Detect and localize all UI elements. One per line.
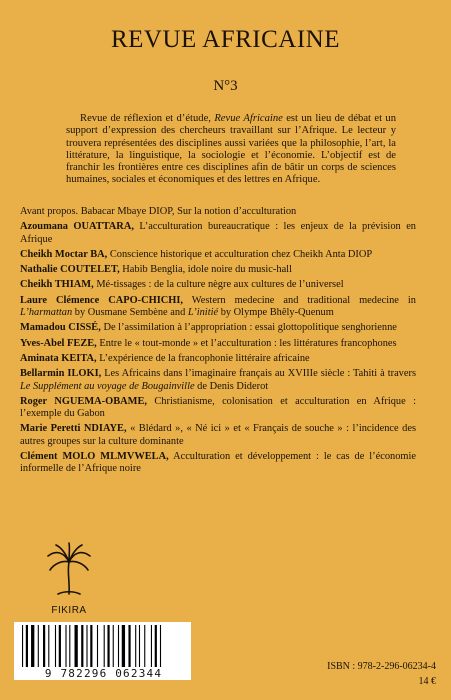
toc-entry-author: Laure Clémence CAPO-CHICHI, <box>20 294 183 306</box>
toc-entry-author: Bellarmin ILOKI, <box>20 368 102 380</box>
toc-entry-text: « Blédard », « Né ici » et « Français de souche » : l’incidence des autres groupes sur la culture dominante <box>20 423 416 447</box>
price: 14 € <box>418 676 436 687</box>
toc-entry-author: Yves-Abel FEZE, <box>20 337 97 349</box>
intro-journal-name: Revue Africaine <box>214 113 283 124</box>
table-of-contents <box>20 206 416 479</box>
toc-entry <box>20 279 416 291</box>
toc-entry-author: Mamadou CISSÉ, <box>20 322 101 334</box>
toc-entry-text: L’expérience de la francophonie littéraire africaine <box>96 352 310 364</box>
toc-entry-author: Clément MOLO MLMVWELA, <box>20 451 169 463</box>
barcode-bars-icon <box>22 625 182 667</box>
toc-entry-text: L’acculturation bureaucratique : les enjeux de la prévision en Afrique <box>20 221 417 245</box>
intro-paragraph <box>66 113 396 187</box>
toc-entry-text: De l’assimilation à l’appropriation : essai glottopolitique senghorienne <box>100 322 397 334</box>
toc-entry <box>20 322 416 334</box>
toc-entry-text: Les Africains dans l’imaginaire français au XVIIIe siècle : Tahiti à travers <box>101 368 416 380</box>
toc-entry <box>20 451 416 476</box>
journal-title: REVUE AFRICAINE <box>110 26 341 53</box>
toc-entry-author: Nathalie COUTELET, <box>20 264 120 276</box>
intro-text-2: est un lieu de débat et un support d’expression des chercheurs travaillant sur l’Afrique. Le lecteur y trouvera représentées des disciplines aussi variées que la philosophie, l’art, la littérature, la linguistique, la sociologie et l’économie. L’objectif est de franchir les frontières entre ces disciplines afin de bâtir un corps de sciences humaines, sociales et économiques et des lettres en Afrique. <box>66 113 396 186</box>
isbn: ISBN : 978-2-296-06234-4 <box>327 661 436 672</box>
toc-entry <box>20 368 416 393</box>
toc-entry-author: Roger NGUEMA-OBAME, <box>20 395 147 407</box>
toc-entry-text: de Denis Diderot <box>194 380 269 392</box>
toc-entry-text: Habib Benglia, idole noire du music-hall <box>119 264 292 276</box>
toc-entry <box>20 338 416 350</box>
toc-entry-text: Mé-tissages : de la culture nègre aux cultures de l’universel <box>93 279 344 291</box>
toc-entry-text: Christianisme, colonisation et acculturation en Afrique : l’exemple du Gabon <box>20 395 416 420</box>
toc-entry <box>20 295 416 320</box>
publisher-name: FIKIRA <box>51 605 87 616</box>
toc-entry-author: Aminata KEITA, <box>20 352 97 364</box>
toc-entry-text: by Olympe Bhêly-Quenum <box>218 307 334 319</box>
toc-entry-title-italic: L’initié <box>187 307 219 319</box>
toc-entry-author: Cheikh Moctar BA, <box>20 248 108 260</box>
palm-tree-logo-icon <box>44 542 94 598</box>
toc-entry <box>20 423 416 448</box>
toc-entry-text: Avant propos. Babacar Mbaye DIOP, Sur la notion d’acculturation <box>20 206 297 217</box>
toc-entry <box>20 249 416 261</box>
toc-entry-text: Entre le « tout-monde » et l’acculturation : les littératures francophones <box>96 337 397 349</box>
toc-entry-text: Acculturation et développement : le cas de l’économie informelle de l’Afrique noire <box>20 451 416 475</box>
toc-entry-title-italic: Le Supplément au voyage de Bougainville <box>20 380 195 392</box>
toc-entry <box>20 353 416 365</box>
toc-entry-text: Conscience historique et acculturation chez Cheikh Anta DIOP <box>107 248 373 260</box>
toc-entry <box>20 264 416 276</box>
toc-entry-text: by Ousmane Sembène and <box>72 307 188 319</box>
toc-entry <box>20 396 416 421</box>
toc-entry-text: Western medecine and traditional medecine in <box>182 294 416 306</box>
toc-entry-title-italic: L’harmattan <box>20 307 73 319</box>
issue-number: N°3 <box>213 78 238 94</box>
toc-entry-author: Cheikh THIAM, <box>20 279 94 291</box>
barcode <box>14 622 191 680</box>
barcode-number: 9 782296 062344 <box>44 667 163 680</box>
toc-entry-foreword <box>20 206 416 218</box>
toc-entry-author: Marie Peretti NDIAYE, <box>20 423 127 435</box>
intro-text-1: Revue de réflexion et d’étude, <box>80 113 215 124</box>
toc-entry-author: Azoumana OUATTARA, <box>20 221 134 233</box>
toc-entry <box>20 221 416 246</box>
